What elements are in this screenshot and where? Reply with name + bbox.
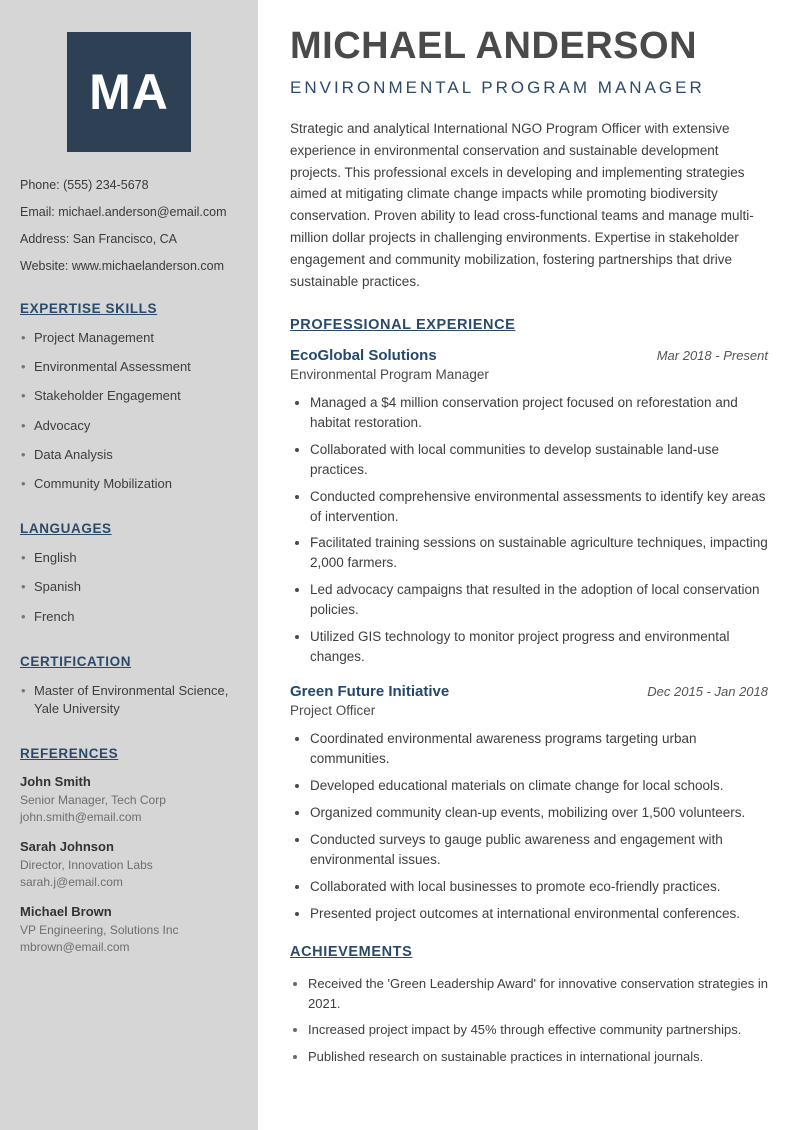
contact-phone: Phone: (555) 234-5678 <box>20 178 149 192</box>
skills-section <box>20 301 238 493</box>
job-bullet-list <box>290 393 768 668</box>
reference-name: Michael Brown <box>20 904 112 920</box>
languages-list <box>20 549 238 626</box>
job-bullet: • Managed a $4 million conservation project focused on reforestation and habitat restoration. <box>310 393 768 433</box>
languages-section <box>20 521 238 626</box>
achievement-item: • Received the 'Green Leadership Award' for innovative conservation strategies in 2021. <box>308 974 768 1013</box>
certification-list <box>20 682 238 718</box>
achievement-item: • Increased project impact by 45% through effective community partnerships. <box>308 1020 768 1040</box>
experience-section <box>290 317 768 924</box>
achievements-list <box>290 974 768 1066</box>
experience-heading: PROFESSIONAL EXPERIENCE <box>290 316 516 333</box>
languages-heading: LANGUAGES <box>20 521 112 537</box>
contact-email: Email: michael.anderson@email.com <box>20 205 227 219</box>
job-bullet: • Utilized GIS technology to monitor project progress and environmental changes. <box>310 627 768 667</box>
certification-heading: CERTIFICATION <box>20 653 132 669</box>
certification-item: • Master of Environmental Science, Yale University <box>20 682 238 718</box>
language-item: • French <box>20 608 238 626</box>
reference-email: john.smith@email.com <box>20 810 142 825</box>
job-bullet: • Facilitated training sessions on sustainable agriculture techniques, impacting 2,000 farmers. <box>310 533 768 573</box>
job-header <box>290 347 768 364</box>
skill-item: • Advocacy <box>20 417 238 435</box>
certification-section <box>20 654 238 718</box>
achievement-item: • Published research on sustainable practices in international journals. <box>308 1047 768 1067</box>
candidate-name: MICHAEL ANDERSON <box>290 25 698 67</box>
job-bullet: • Led advocacy campaigns that resulted in the adoption of local conservation policies. <box>310 580 768 620</box>
achievements-section <box>290 944 768 1066</box>
skill-item: • Data Analysis <box>20 446 238 464</box>
references-heading: REFERENCES <box>20 746 119 762</box>
monogram-text: MA <box>89 64 169 120</box>
skills-list <box>20 329 238 493</box>
sidebar <box>0 0 258 1130</box>
company-name: Green Future Initiative <box>290 683 450 701</box>
job-bullet-list <box>290 729 768 924</box>
job-bullet: • Collaborated with local businesses to promote eco-friendly practices. <box>310 877 768 897</box>
skill-item: • Project Management <box>20 329 238 347</box>
summary-paragraph: Strategic and analytical International NGO Program Officer with extensive experience in environmental conservation and sustainable development projects. This professional excels in developing and implementing strategies aimed at mitigating climate change impacts while promoting biodiversity conservation. Proven ability to lead cross-functional teams and manage multi-million dollar projects in challenging environments. Expertise in stakeholder engagement and community mobilization, fostering partnerships that drive sustainable practices. <box>290 120 754 289</box>
reference-entry <box>20 839 238 889</box>
company-name: EcoGlobal Solutions <box>290 346 437 364</box>
language-item: • Spanish <box>20 578 238 596</box>
job-entry <box>290 683 768 924</box>
job-bullet: • Conducted surveys to gauge public awareness and engagement with environmental issues. <box>310 830 768 870</box>
reference-role: Director, Innovation Labs <box>20 858 153 873</box>
job-role: Environmental Program Manager <box>290 366 489 382</box>
contact-website: Website: www.michaelanderson.com <box>20 259 225 273</box>
job-dates: Mar 2018 - Present <box>656 347 768 363</box>
main-content <box>258 0 800 1130</box>
monogram-badge <box>67 32 191 152</box>
reference-name: John Smith <box>20 774 91 790</box>
job-entry <box>290 347 768 668</box>
job-role: Project Officer <box>290 703 376 719</box>
job-bullet: • Developed educational materials on climate change for local schools. <box>310 776 768 796</box>
job-header <box>290 683 768 700</box>
job-bullet: • Coordinated environmental awareness programs targeting urban communities. <box>310 729 768 769</box>
reference-email: sarah.j@email.com <box>20 875 123 890</box>
contact-info <box>20 178 238 273</box>
candidate-headline: ENVIRONMENTAL PROGRAM MANAGER <box>290 77 705 97</box>
contact-address: Address: San Francisco, CA <box>20 232 178 246</box>
job-bullet: • Conducted comprehensive environmental assessments to identify key areas of intervention. <box>310 487 768 527</box>
achievements-heading: ACHIEVEMENTS <box>290 944 413 961</box>
job-bullet: • Organized community clean-up events, mobilizing over 1,500 volunteers. <box>310 803 768 823</box>
skill-item: • Environmental Assessment <box>20 358 238 376</box>
language-item: • English <box>20 549 238 567</box>
skills-heading: EXPERTISE SKILLS <box>20 301 158 316</box>
job-bullet: • Presented project outcomes at international environmental conferences. <box>310 904 768 924</box>
reference-name: Sarah Johnson <box>20 839 114 855</box>
skill-item: • Community Mobilization <box>20 475 238 493</box>
reference-entry <box>20 904 238 954</box>
job-bullet: • Collaborated with local communities to develop sustainable land-use practices. <box>310 440 768 480</box>
reference-email: mbrown@email.com <box>20 940 130 955</box>
reference-role: VP Engineering, Solutions Inc <box>20 923 179 938</box>
reference-entry <box>20 774 238 824</box>
references-section <box>20 746 238 954</box>
reference-role: Senior Manager, Tech Corp <box>20 793 166 808</box>
job-dates: Dec 2015 - Jan 2018 <box>647 684 768 700</box>
skill-item: • Stakeholder Engagement <box>20 387 238 405</box>
